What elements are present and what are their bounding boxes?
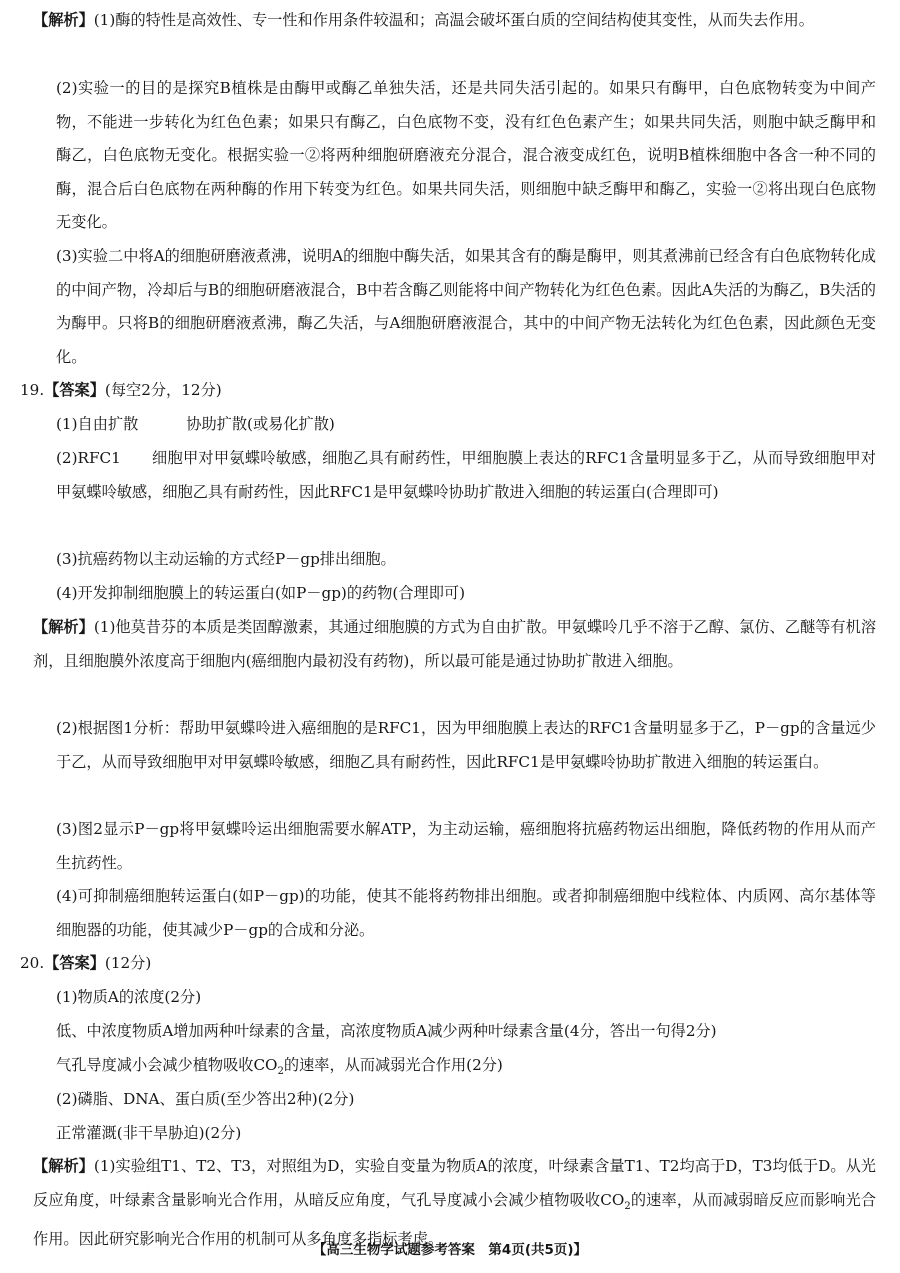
q20-answer-1c-sub: 2 [277, 1066, 284, 1078]
q19-analysis-3: (3)图2显示P－gp将甲氨蝶呤运出细胞需要水解ATP，为主动运输，癌细胞将抗癌药物运出细胞，降低药物的作用从而产生抗药性。 [56, 820, 876, 872]
q19-analysis-4: (4)可抑制癌细胞转运蛋白(如P－gp)的功能，使其不能将药物排出细胞。或者抑制癌细胞中线粒体、内质网、高尔基体等细胞器的功能，使其减少P－gp的合成和分泌。 [56, 887, 876, 939]
q19-answer-2: (2)RFC1 细胞甲对甲氨蝶呤敏感，细胞乙具有耐药性，甲细胞膜上表达的RFC1含量明显多于乙，从而导致细胞甲对甲氨蝶呤敏感，细胞乙具有耐药性，因此RFC1是甲氨蝶呤协助扩散进入细胞的转运蛋白(合理即可) [56, 449, 876, 501]
q20-number: 20. [20, 954, 45, 972]
q19-answer-3: (3)抗癌药物以主动运输的方式经P－gp排出细胞。 [56, 550, 396, 568]
answer-label: 【答案】 [44, 954, 105, 972]
q20-answer-2: (2)磷脂、DNA、蛋白质(至少答出2种)(2分) [56, 1090, 355, 1108]
q19-score: (每空2分，12分) [104, 381, 222, 399]
answer-label: 【答案】 [44, 381, 105, 399]
q19-answer-1 [56, 408, 876, 442]
q19-answer-1-value: 协助扩散(或易化扩散) [186, 415, 335, 433]
q20-answer-1c-post: 的速率，从而减弱光合作用(2分) [283, 1056, 503, 1074]
q18-analysis-2: (2)实验一的目的是探究B植株是由酶甲或酶乙单独失活，还是共同失活引起的。如果只有酶甲，白色底物转变为中间产物，不能进一步转化为红色色素；如果只有酶乙，白色底物不变，没有红色色素产生；如果共同失活，则胞中缺乏酶甲和酶乙，白色底物无变化。根据实验一②将两种细胞研磨液充分混合，混合液变成红色，说明B植株细胞中各含一种不同的酶，混合后白色底物在两种酶的作用下转变为红色。如果共同失活，则细胞中缺乏酶甲和酶乙，实验一②将出现白色底物无变化。 [56, 79, 876, 231]
analysis-label: 【解析】 [33, 11, 94, 29]
q19-number: 19. [20, 381, 45, 399]
analysis-label: 【解析】 [33, 1157, 94, 1175]
q18-analysis-1 [33, 4, 876, 38]
page-footer: 【高三生物学试题参考答案 第4页(共5页)】 [312, 1242, 588, 1258]
q19-analysis-1-text: (1)他莫昔芬的本质是类固醇激素，其通过细胞膜的方式为自由扩散。甲氨蝶呤几乎不溶于乙醇、氯仿、乙醚等有机溶剂，且细胞膜外浓度高于细胞内(癌细胞内最初没有药物)，所以最可能是通过协助扩散进入细胞。 [33, 618, 877, 670]
analysis-label: 【解析】 [33, 618, 94, 636]
q20-analysis-1-pre: (1)实验组T1、T2、T3，对照组为D，实验自变量为物质A的浓度，叶绿素含量T1、T2均高于D，T3均低于D。从光反应角度，叶绿素含量影响光合作用，从暗反应角度，气孔导度减小会减少植物吸收CO [33, 1157, 876, 1209]
q20-header [20, 947, 863, 981]
q18-analysis-3: (3)实验二中将A的细胞研磨液煮沸，说明A的细胞中酶失活，如果其含有的酶是酶甲，则其煮沸前已经含有白色底物转化成的中间产物，冷却后与B的细胞研磨液混合，B中若含酶乙则能将中间产物转化为红色色素。因此A失活的为酶乙，B失活的为酶甲。只将B的细胞研磨液煮沸，酶乙失活，与A细胞研磨液混合，其中的中间产物无法转化为红色色素，因此颜色无变化。 [56, 247, 876, 366]
q18-analysis-1-text: (1)酶的特性是高效性、专一性和作用条件较温和；高温会破坏蛋白质的空间结构使其变性，从而失去作用。 [93, 11, 814, 29]
q20-analysis-1-sub: 2 [624, 1200, 631, 1212]
q20-answer-1b: 低、中浓度物质A增加两种叶绿素的含量，高浓度物质A减少两种叶绿素含量(4分，答出一句得2分) [56, 1022, 717, 1040]
q19-analysis-1 [33, 611, 876, 678]
q20-answer-1: (1)物质A的浓度(2分) [56, 988, 202, 1006]
q20-analysis-1-post: 的速率，从而减弱暗反应而影响光合作用。因此研究影响光合作用的机制可从多角度多指标考虑。 [33, 1190, 877, 1249]
q19-analysis-2: (2)根据图1分析：帮助甲氨蝶呤进入癌细胞的是RFC1，因为甲细胞膜上表达的RFC1含量明显多于乙，P－gp的含量远少于乙，从而导致细胞甲对甲氨蝶呤敏感，细胞乙具有耐药性，因此RFC1是甲氨蝶呤协助扩散进入细胞的转运蛋白。 [56, 719, 876, 771]
q19-header [20, 374, 863, 408]
q19-answer-4: (4)开发抑制细胞膜上的转运蛋白(如P－gp)的药物(合理即可) [56, 584, 466, 602]
q19-answer-1-label: (1)自由扩散 [56, 415, 139, 433]
q20-answer-2b: 正常灌溉(非干旱胁迫)(2分) [56, 1124, 242, 1142]
q20-score: (12分) [104, 954, 152, 972]
q20-answer-1c-pre: 气孔导度减小会减少植物吸收CO [56, 1056, 278, 1074]
